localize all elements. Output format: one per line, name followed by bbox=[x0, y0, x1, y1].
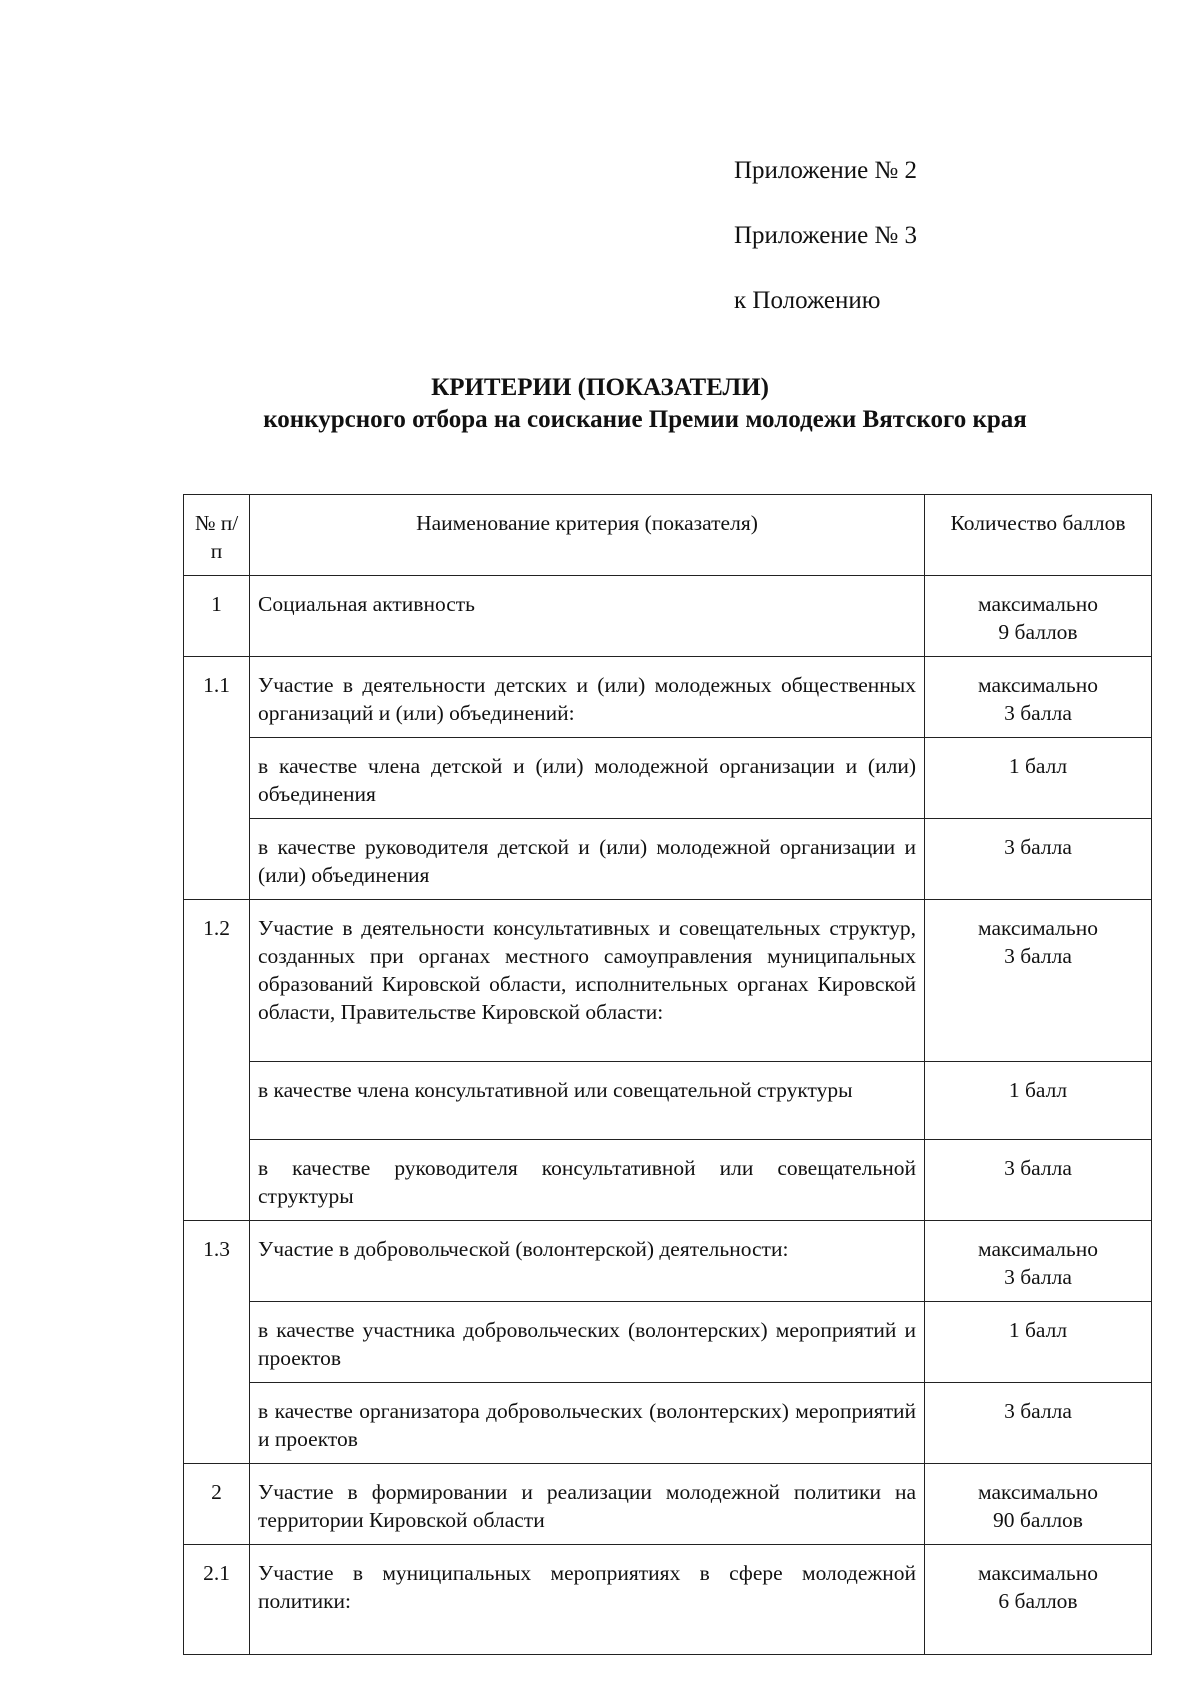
row-score: максимально 3 балла bbox=[925, 1221, 1152, 1302]
row-score: максимально 6 баллов bbox=[925, 1545, 1152, 1655]
row-name: Участие в формировании и реализации молодежной политики на территории Кировской области bbox=[250, 1464, 925, 1545]
row-score: максимально 3 балла bbox=[925, 900, 1152, 1062]
table-row bbox=[184, 1140, 1152, 1221]
row-num: 1.3 bbox=[184, 1221, 250, 1464]
row-name: в качестве руководителя детской и (или) молодежной организации и (или) объединения bbox=[250, 819, 925, 900]
table-row bbox=[184, 657, 1152, 738]
row-score: 1 балл bbox=[925, 1062, 1152, 1140]
header-score: Количество баллов bbox=[925, 495, 1152, 576]
row-score: 1 балл bbox=[925, 738, 1152, 819]
row-num: 2 bbox=[184, 1464, 250, 1545]
row-name: в качестве организатора добровольческих (волонтерских) мероприятий и проектов bbox=[250, 1383, 925, 1464]
row-score: 1 балл bbox=[925, 1302, 1152, 1383]
row-score: максимально 9 баллов bbox=[925, 576, 1152, 657]
row-num: 1.1 bbox=[184, 657, 250, 900]
title-line-1: КРИТЕРИИ (ПОКАЗАТЕЛИ) bbox=[431, 374, 769, 401]
row-name: Участие в деятельности консультативных и совещательных структур, созданных при органах местного самоуправления муниципальных образований Кировской области, исполнительных органах Кировской области, Правительстве Кировской области: bbox=[250, 900, 925, 1062]
row-score: 3 балла bbox=[925, 1140, 1152, 1221]
table-row bbox=[184, 738, 1152, 819]
table-row bbox=[184, 1062, 1152, 1140]
table-row bbox=[184, 1545, 1152, 1655]
row-score: 3 балла bbox=[925, 1383, 1152, 1464]
row-name: Участие в муниципальных мероприятиях в сфере молодежной политики: bbox=[250, 1545, 925, 1655]
row-num: 1.2 bbox=[184, 900, 250, 1221]
appendix-number-2: Приложение № 2 bbox=[734, 157, 918, 184]
row-name: Социальная активность bbox=[250, 576, 925, 657]
row-name: Участие в деятельности детских и (или) молодежных общественных организаций и (или) объединений: bbox=[250, 657, 925, 738]
table-header-row bbox=[184, 495, 1152, 576]
row-name: в качестве участника добровольческих (волонтерских) мероприятий и проектов bbox=[250, 1302, 925, 1383]
row-name: в качестве руководителя консультативной или совещательной структуры bbox=[250, 1140, 925, 1221]
document-title bbox=[0, 372, 1200, 436]
criteria-table bbox=[183, 494, 1152, 1655]
header-name: Наименование критерия (показателя) bbox=[250, 495, 925, 576]
appendix-number-3: Приложение № 3 bbox=[734, 222, 918, 249]
table-row bbox=[184, 1302, 1152, 1383]
table-row bbox=[184, 1383, 1152, 1464]
table-row bbox=[184, 819, 1152, 900]
row-num: 1 bbox=[184, 576, 250, 657]
title-line-2: конкурсного отбора на соискание Премии молодежи Вятского края bbox=[263, 406, 1027, 433]
table-row bbox=[184, 576, 1152, 657]
row-name: в качестве члена консультативной или совещательной структуры bbox=[250, 1062, 925, 1140]
row-num: 2.1 bbox=[184, 1545, 250, 1655]
header-num: № п/п bbox=[184, 495, 250, 576]
row-score: максимально 90 баллов bbox=[925, 1464, 1152, 1545]
appendix-to-regulation: к Положению bbox=[734, 287, 881, 314]
row-score: максимально 3 балла bbox=[925, 657, 1152, 738]
row-score: 3 балла bbox=[925, 819, 1152, 900]
row-name: в качестве члена детской и (или) молодежной организации и (или) объединения bbox=[250, 738, 925, 819]
row-name: Участие в добровольческой (волонтерской) деятельности: bbox=[250, 1221, 925, 1302]
table-row bbox=[184, 900, 1152, 1062]
table-row bbox=[184, 1464, 1152, 1545]
table-row bbox=[184, 1221, 1152, 1302]
